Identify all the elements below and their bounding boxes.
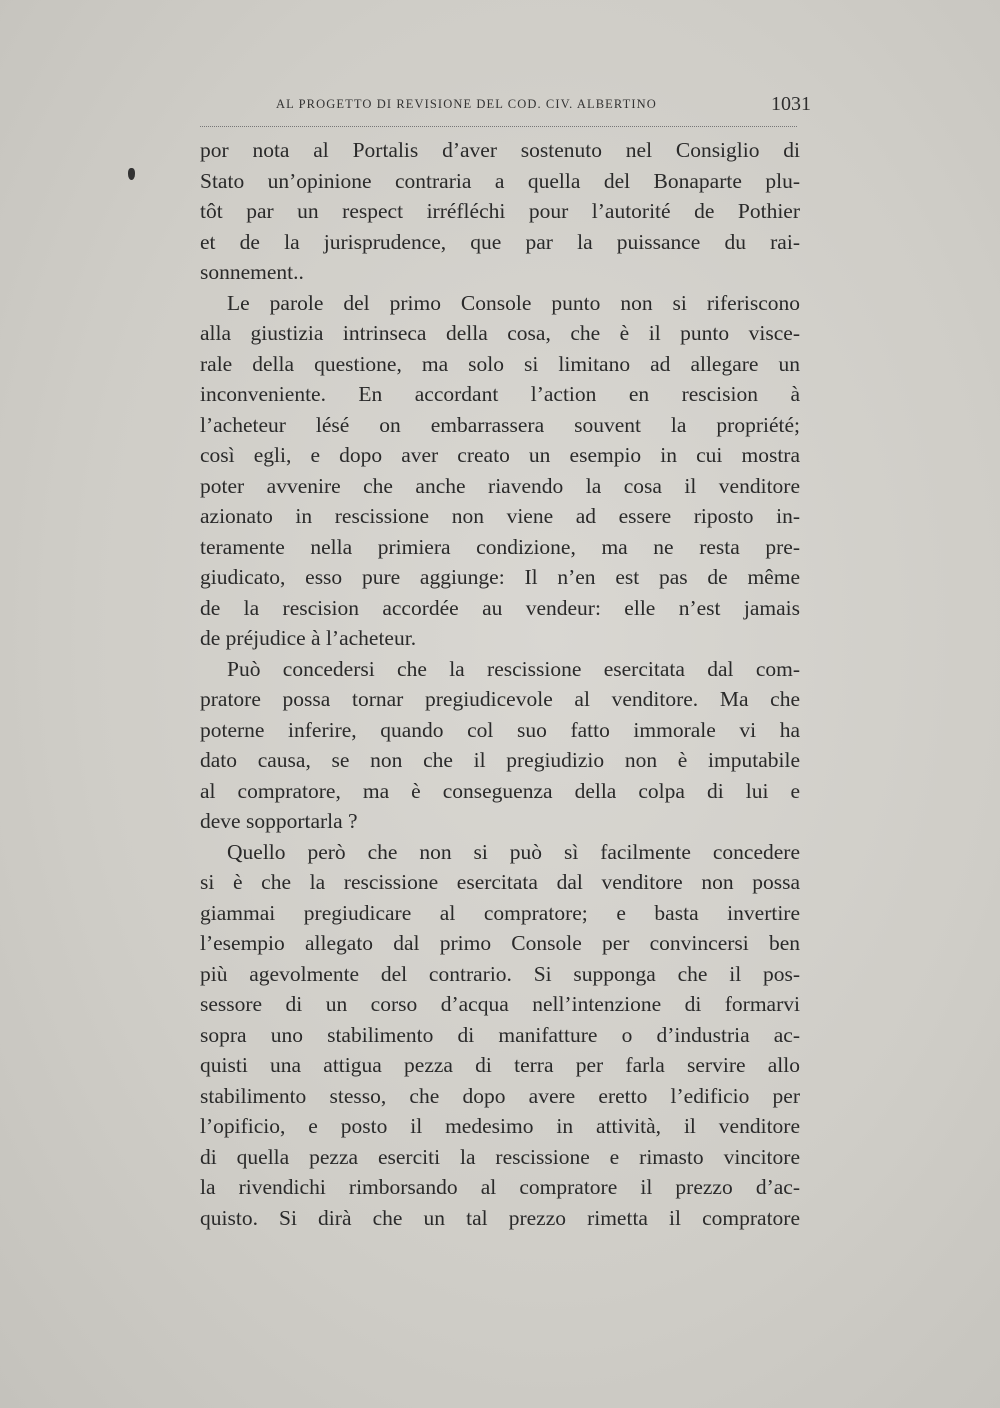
text-line: azionato in rescissione non viene ad essere riposto in- xyxy=(200,504,800,528)
text-line: inconveniente. En accordant l’action en rescision à xyxy=(200,382,800,406)
text-line: quisti una attigua pezza di terra per farla servire allo xyxy=(200,1053,800,1077)
running-head: AL PROGETTO DI REVISIONE DEL COD. CIV. ALBERTINO xyxy=(276,97,657,111)
text-line: giudicato, esso pure aggiunge: Il n’en est pas de même xyxy=(200,565,800,589)
text-line: dato causa, se non che il pregiudizio non è imputabile xyxy=(200,748,800,772)
text-line: alla giustizia intrinseca della cosa, che è il punto visce- xyxy=(200,321,800,345)
header-rule xyxy=(200,126,797,127)
text-line: la rivendichi rimborsando al compratore il prezzo d’ac- xyxy=(200,1175,800,1199)
text-line: Stato un’opinione contraria a quella del Bonaparte plu- xyxy=(200,168,800,193)
text-line: de la rescision accordée au vendeur: elle n’est jamais xyxy=(200,595,800,620)
text-line: rale della questione, ma solo si limitano ad allegare un xyxy=(200,351,800,376)
text-line: sessore di un corso d’acqua nell’intenzione di formarvi xyxy=(200,992,800,1016)
text-line: più agevolmente del contrario. Si supponga che il pos- xyxy=(200,961,800,986)
text-line: si è che la rescissione esercitata dal venditore non possa xyxy=(200,870,800,894)
text-line: stabilimento stesso, che dopo avere eretto l’edificio per xyxy=(200,1083,800,1108)
page-number: 1031 xyxy=(771,93,811,115)
text-line: giammai pregiudicare al compratore; e basta invertire xyxy=(200,900,800,925)
text-line: sopra uno stabilimento di manifatture o d’industria ac- xyxy=(200,1022,800,1047)
text-line: pratore possa tornar pregiudicevole al venditore. Ma che xyxy=(200,687,800,711)
text-line: Può concedersi che la rescissione esercitata dal com- xyxy=(227,656,800,681)
text-line: di quella pezza eserciti la rescissione e rimasto vincitore xyxy=(200,1144,800,1169)
text-line: poter avvenire che anche riavendo la cosa il venditore xyxy=(200,473,800,498)
text-line: de préjudice à l’acheteur. xyxy=(200,626,417,650)
text-line: poterne inferire, quando col suo fatto immorale vi ha xyxy=(200,717,800,742)
text-line: teramente nella primiera condizione, ma ne resta pre- xyxy=(200,534,800,559)
text-line: l’acheteur lésé on embarrassera souvent la propriété; xyxy=(200,412,800,437)
text-line: l’opificio, e posto il medesimo in attività, il venditore xyxy=(200,1114,800,1138)
text-line: al compratore, ma è conseguenza della colpa di lui e xyxy=(200,778,800,803)
text-line: quisto. Si dirà che un tal prezzo rimetta il compratore xyxy=(200,1205,800,1230)
text-line: sonnement.. xyxy=(200,260,304,284)
text-line: Le parole del primo Console punto non si riferiscono xyxy=(227,290,800,315)
text-line: tôt par un respect irréfléchi pour l’autorité de Pothier xyxy=(200,199,800,223)
text-line: deve sopportarla ? xyxy=(200,809,358,833)
page-header xyxy=(276,95,811,125)
text-line: et de la jurisprudence, que par la puissance du rai- xyxy=(200,229,800,254)
text-line: così egli, e dopo aver creato un esempio in cui mostra xyxy=(200,443,800,467)
body-text xyxy=(200,135,800,1233)
text-line: por nota al Portalis d’aver sostenuto nel Consiglio di xyxy=(200,138,800,162)
ink-blot xyxy=(128,168,135,180)
text-line: l’esempio allegato dal primo Console per convincersi ben xyxy=(200,931,800,955)
text-line: Quello però che non si può sì facilmente concedere xyxy=(227,839,800,864)
